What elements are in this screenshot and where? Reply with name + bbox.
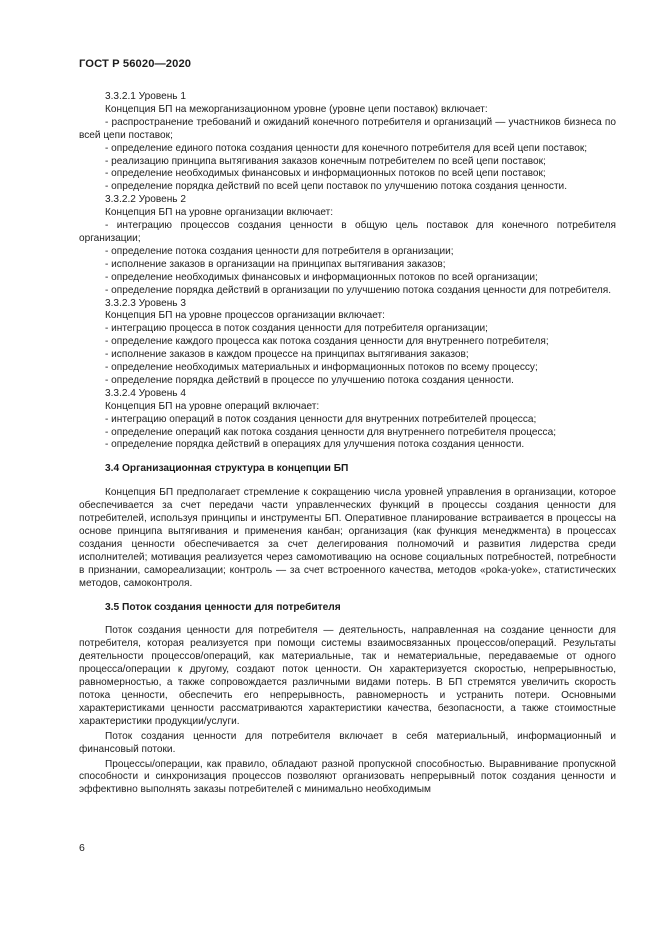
body-paragraph: - определение каждого процесса как потока создания ценности для внутреннего потребителя;	[105, 336, 549, 348]
document-header: ГОСТ Р 56020—2020	[79, 58, 192, 70]
body-paragraph: Поток создания ценности для потребителя — деятельность, направленная на создание ценности для потребителя, которая реализуется при помощи системы взаимосвязанных процессов/операций. Результаты деятельности процессов/операций, как материальные, так и нематериальные, передаваемые от одного процесса/операции к другому, создают поток ценности. Он характеризуется скоростью, непрерывностью, равномерностью, а также сопровождается различными видами потерь. В БП стремятся увеличить скорость потока ценности, обеспечить его непрерывность, равномерность и устранить потери. Основными характеристиками ценности рассматриваются характеристики качества, безопасности, а также стоимостные характеристики продукции/услуги.	[79, 625, 616, 727]
body-paragraph: Процессы/операции, как правило, обладают разной пропускной способностью. Выравнивание пропускной способности и синхронизация процессов позволяют организовать непрерывный поток создания ценности и эффективно выполнять заказы потребителей с минимально необходимым	[79, 758, 616, 796]
body-paragraph: - определение порядка действий в операциях для улучшения потока создания ценности.	[105, 439, 525, 451]
body-paragraph: Концепция БП на межорганизационном уровне (уровне цепи поставок) включает:	[105, 103, 488, 115]
body-paragraph: 3.3.2.4 Уровень 4	[105, 387, 186, 399]
body-paragraph: - определение операций как потока создания ценности для внутреннего потребителя процесса;	[105, 426, 557, 438]
body-paragraph: - интеграцию операций в поток создания ценности для внутренних потребителей процесса;	[105, 413, 537, 425]
body-paragraph: - определение необходимых финансовых и информационных потоков по всей организации;	[105, 271, 538, 283]
body-paragraph: Концепция БП предполагает стремление к сокращению числа уровней управления в организации, которое обеспечивается за счет передачи части управленческих функций в процессы создания ценности для потребителей, используя принципы и инструменты БП. Оперативное планирование встраивается в процессы на основе принципа вытягивания и применения канбан; организация (как функция менеджмента) в процессах создания ценности обеспечивается за счет делегирования полномочий и развития лидерства среди исполнителей; мотивация реализуется через самомотивацию на основе социальных потребностей, потребности в признании, самореализации; контроль — за счет встроенного качества, методов «poka-yoke», статистических методов, самоконтроля.	[79, 487, 616, 589]
document-body	[79, 91, 616, 797]
body-paragraph: 3.3.2.1 Уровень 1	[105, 91, 186, 102]
body-paragraph: - интеграцию процесса в поток создания ценности для потребителя организации;	[105, 323, 488, 335]
body-paragraph: - распространение требований и ожиданий конечного потребителя и организаций — участников бизнеса по всей цепи поставок;	[79, 116, 616, 141]
body-paragraph: - исполнение заказов в организации на принципах вытягивания заказов;	[105, 258, 446, 270]
page-number: 6	[79, 842, 85, 854]
section-heading: 3.5 Поток создания ценности для потребителя	[105, 601, 341, 613]
body-paragraph: - определение порядка действий по всей цепи поставок по улучшению потока создания ценности.	[105, 181, 568, 193]
body-paragraph: - определение необходимых финансовых и информационных потоков по всей цепи поставок;	[105, 168, 546, 180]
body-paragraph: - определение порядка действий в организации по улучшению потока создания ценности для потребителя.	[105, 284, 612, 296]
section-heading: 3.4 Организационная структура в концепции БП	[105, 463, 349, 475]
body-paragraph: - определение потока создания ценности для потребителя в организации;	[105, 245, 454, 257]
body-paragraph: Концепция БП на уровне операций включает:	[105, 400, 320, 412]
body-paragraph: Концепция БП на уровне процессов организации включает:	[105, 310, 385, 322]
body-paragraph: - определение необходимых материальных и информационных потоков по всему процессу;	[105, 362, 538, 374]
body-paragraph: - определение порядка действий в процессе по улучшению потока создания ценности.	[105, 374, 514, 386]
body-paragraph: - определение единого потока создания ценности для конечного потребителя для всей цепи поставок;	[105, 142, 588, 154]
body-paragraph: Концепция БП на уровне организации включает:	[105, 207, 334, 219]
body-paragraph: 3.3.2.3 Уровень 3	[105, 297, 186, 309]
body-paragraph: - реализацию принципа вытягивания заказов конечным потребителем по всей цепи поставок;	[105, 155, 546, 167]
body-paragraph: 3.3.2.2 Уровень 2	[105, 194, 186, 206]
body-paragraph: Поток создания ценности для потребителя включает в себя материальный, информационный и финансовый потоки.	[79, 730, 616, 755]
body-paragraph: - исполнение заказов в каждом процессе на принципах вытягивания заказов;	[105, 349, 469, 361]
body-paragraph: - интеграцию процессов создания ценности в общую цель поставок для конечного потребителя организации;	[79, 220, 616, 244]
